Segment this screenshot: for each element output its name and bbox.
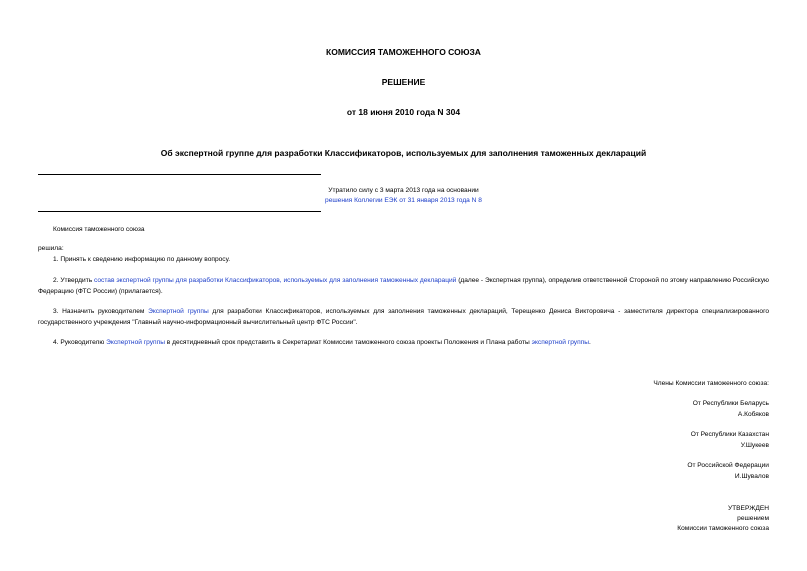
signature-name: И.Шувалов xyxy=(734,473,769,480)
p4-text-end: . xyxy=(588,339,591,346)
p3-text: 3. Назначить руководителем xyxy=(53,308,149,315)
org-heading: КОМИССИЯ ТАМОЖЕННОГО СОЮЗА xyxy=(326,47,481,57)
approval-line-3: Комиссии таможенного союза xyxy=(677,525,769,532)
p3-text-end: для разработки Классификаторов, используемых для заполнения таможенных деклараций, Терещенко Дениса Викторовича - заместителя директора специализированного государственного учреждения "Главный научно-информационный вычислительный центр ФТС России". xyxy=(38,308,769,326)
signature-country: От Российской Федерации xyxy=(687,462,769,469)
signature-country: От Республики Казахстан xyxy=(690,431,769,438)
p2-text: 2. Утвердить xyxy=(53,277,95,284)
top-divider xyxy=(38,174,321,175)
p4-link-1[interactable]: Экспертной группы xyxy=(106,339,165,346)
doc-type-heading: РЕШЕНИЕ xyxy=(381,77,426,87)
p2-link[interactable]: состав экспертной группы для разработки Классификаторов, используемых для заполнения таможенных деклараций xyxy=(94,277,457,284)
notice-link-row xyxy=(0,196,807,205)
signature-name: А.Кобяков xyxy=(737,411,769,418)
p4-text-mid: в десятидневный срок представить в Секретариат Комиссии таможенного союза проекты Положения и Плана работы xyxy=(164,339,532,346)
paragraph-1: 1. Принять к сведению информацию по данному вопросу. xyxy=(53,256,231,263)
date-number: от 18 июня 2010 года N 304 xyxy=(346,107,461,117)
signatures-heading: Члены Комиссии таможенного союза: xyxy=(653,380,769,387)
p4-text: 4. Руководителю xyxy=(53,339,107,346)
document-title: Об экспертной группе для разработки Классификаторов, используемых для заполнения таможенных деклараций xyxy=(160,148,647,158)
p2-text-end: (далее - Экспертная группа), определив ответственной Стороной по этому направлению Российскую Федерацию (ФТС России) (прилагается). xyxy=(38,277,769,295)
notice-link[interactable]: решения Коллегии ЕЭК от 31 января 2013 года N 8 xyxy=(325,197,482,204)
bottom-divider xyxy=(38,211,321,212)
p4-link-2[interactable]: экспертной группы xyxy=(531,339,589,346)
resolved-label: решила: xyxy=(38,245,64,252)
signature-country: От Республики Беларусь xyxy=(692,400,769,407)
paragraph-4 xyxy=(38,337,769,348)
paragraph-2 xyxy=(38,275,769,297)
p3-link[interactable]: Экспертной группы xyxy=(148,308,209,315)
signature-name: У.Шукеев xyxy=(740,442,769,449)
approval-line-1: УТВЕРЖДЕН xyxy=(727,505,769,512)
paragraph-3 xyxy=(38,306,769,328)
notice-text: Утратило силу с 3 марта 2013 года на основании xyxy=(328,187,479,194)
approval-line-2: решением xyxy=(737,515,769,522)
intro-text: Комиссия таможенного союза xyxy=(53,226,145,233)
